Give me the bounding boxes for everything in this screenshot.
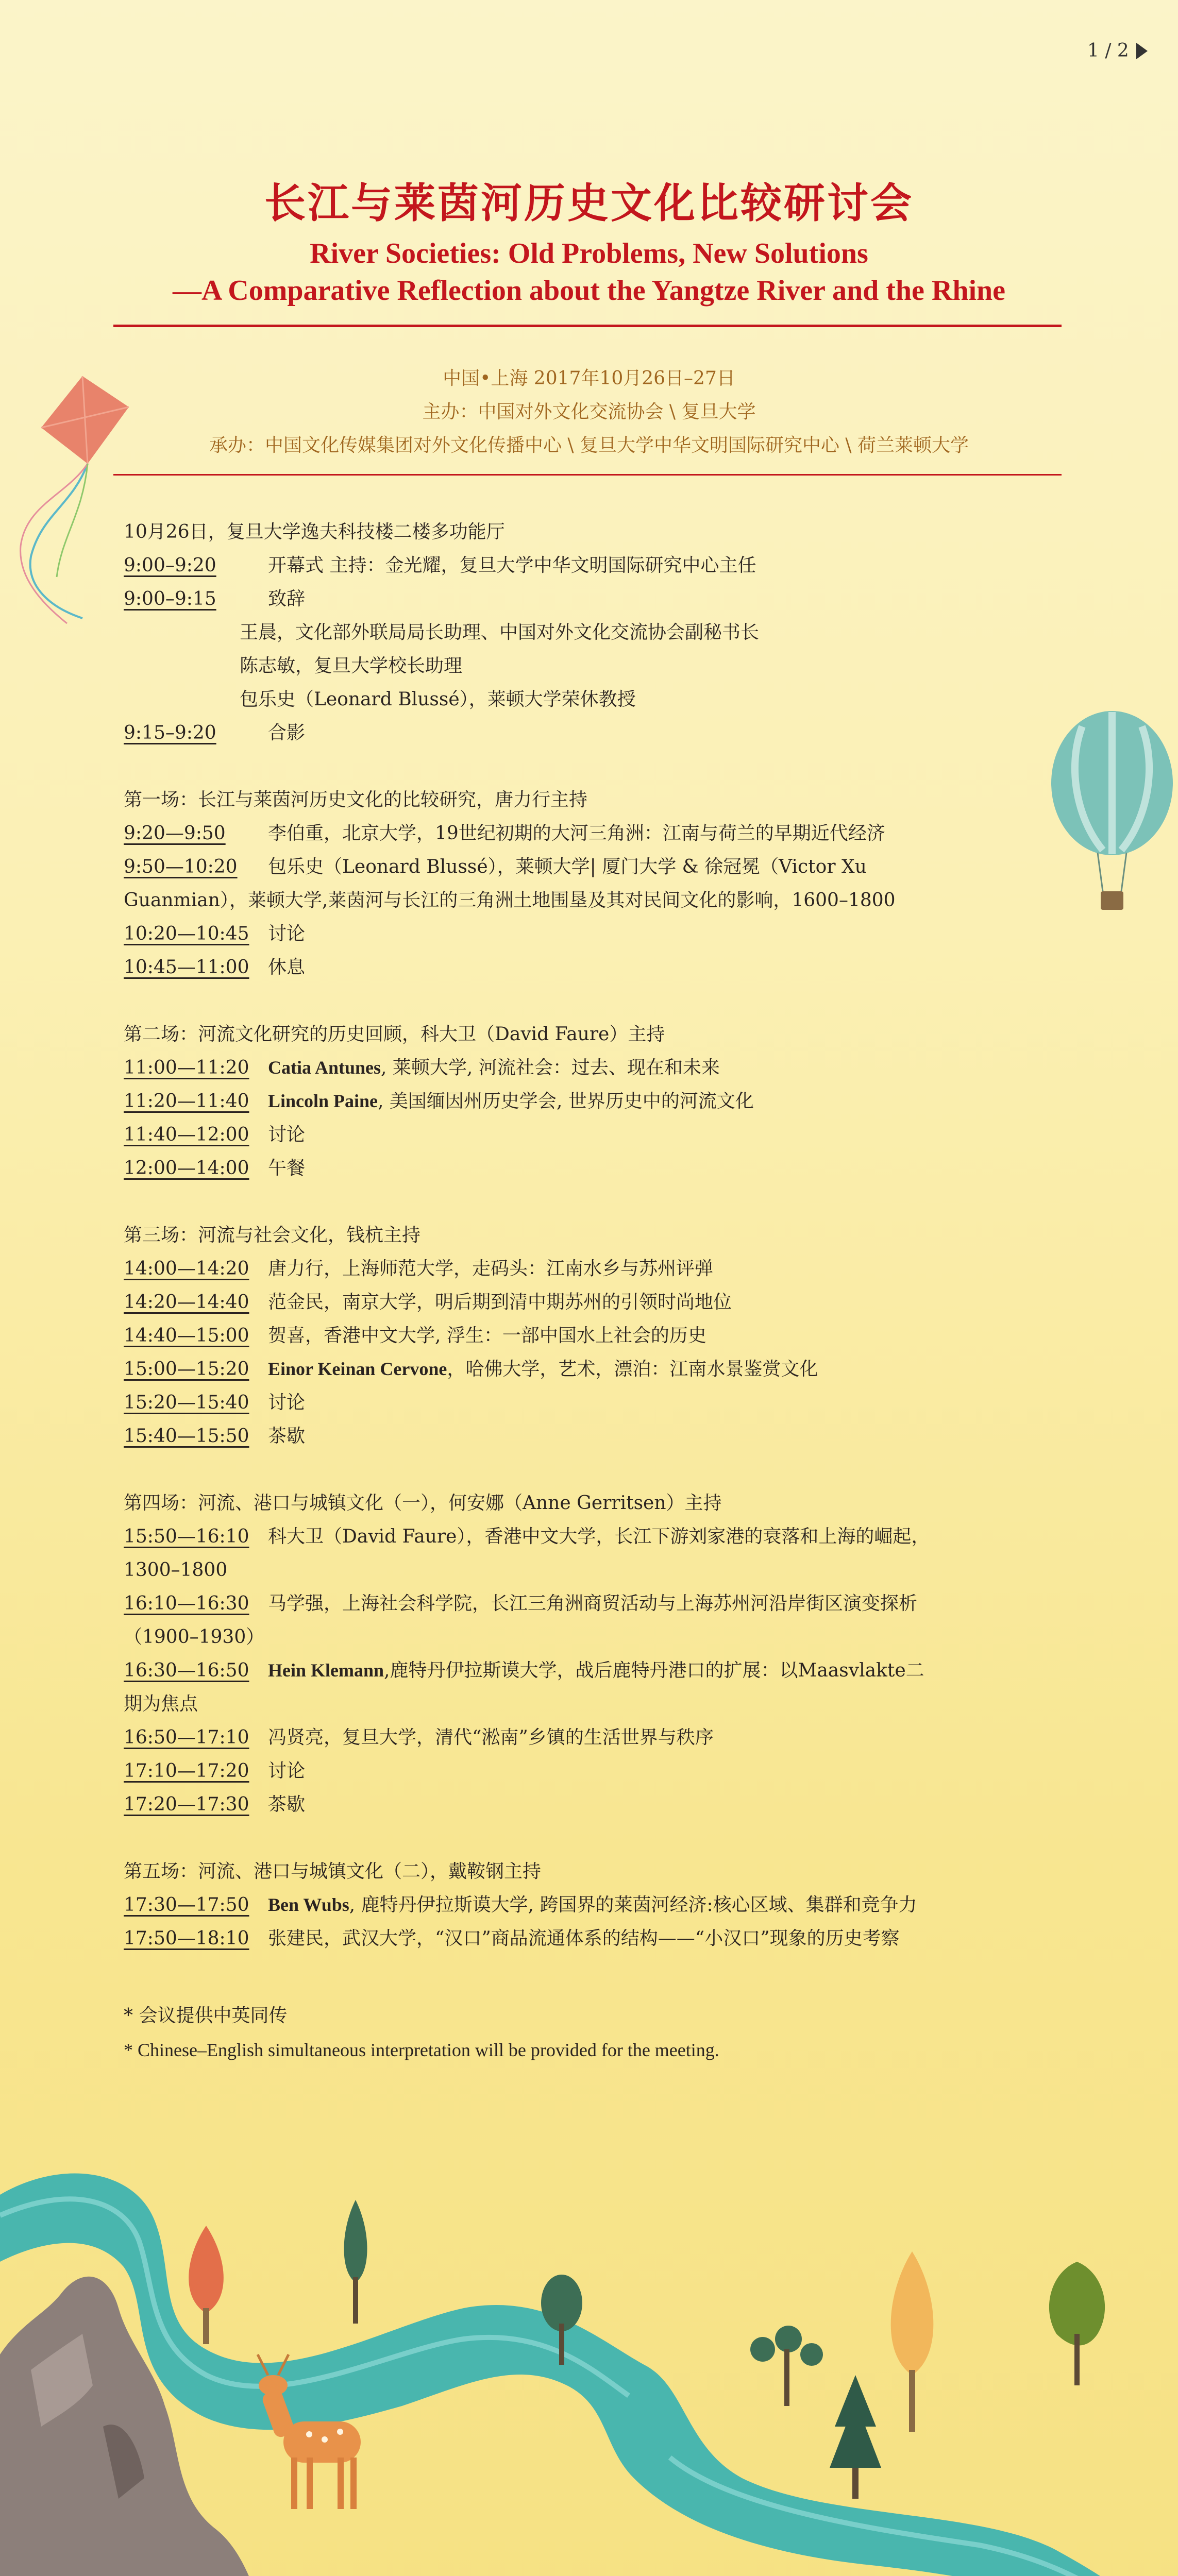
session-description: 休息 bbox=[268, 957, 306, 978]
session-description: 马学强，上海社会科学院，长江三角洲商贸活动与上海苏州河沿岸街区演变探析 bbox=[268, 1593, 918, 1614]
schedule-row bbox=[124, 582, 1051, 616]
next-page-icon[interactable] bbox=[1136, 43, 1148, 59]
session-title: 第三场：河流与社会文化，钱杭主持 bbox=[124, 1225, 421, 1246]
opening-venue: 10月26日，复旦大学逸夫科技楼二楼多功能厅 bbox=[124, 521, 505, 543]
time-slot: 9:00–9:20 bbox=[124, 555, 216, 576]
speaker-line: 王晨，文化部外联局局长助理、中国对外文化交流协会副秘书长 bbox=[240, 622, 760, 643]
page-title: 长江与莱茵河历史文化比较研讨会 bbox=[264, 179, 914, 227]
schedule-row bbox=[124, 917, 1051, 951]
time-slot: 17:20—17:30 bbox=[124, 1794, 249, 1815]
location-date: 中国•上海 2017年10月26日–27日 bbox=[443, 368, 735, 389]
time-slot: 14:40—15:00 bbox=[124, 1325, 249, 1346]
schedule-row bbox=[124, 1587, 1051, 1620]
session-title: 第二场：河流文化研究的历史回顾，科大卫（David Faure）主持 bbox=[124, 1024, 665, 1045]
time-slot: 9:15–9:20 bbox=[124, 722, 216, 743]
session-description: ，哈佛大学，艺术，漂泊：江南水景鉴赏文化 bbox=[447, 1359, 818, 1380]
page-indicator[interactable] bbox=[1087, 40, 1148, 61]
schedule-row bbox=[124, 1419, 1051, 1453]
time-slot: 11:20—11:40 bbox=[124, 1091, 249, 1112]
session-description-continued: 1300–1800 bbox=[124, 1560, 228, 1581]
time-slot: 17:30—17:50 bbox=[124, 1894, 249, 1916]
time-slot: 11:00—11:20 bbox=[124, 1057, 249, 1078]
page-number: 1 / 2 bbox=[1087, 40, 1129, 61]
session-description: 讨论 bbox=[268, 1124, 306, 1145]
session-description: 合影 bbox=[268, 722, 306, 743]
speaker-name: Lincoln Paine bbox=[268, 1091, 378, 1111]
session-description: 茶歇 bbox=[268, 1426, 306, 1447]
session-title: 第一场：长江与莱茵河历史文化的比较研究，唐力行主持 bbox=[124, 789, 588, 810]
speaker-name: Hein Klemann bbox=[268, 1660, 384, 1681]
time-slot: 14:20—14:40 bbox=[124, 1292, 249, 1313]
schedule-row bbox=[124, 1118, 1051, 1151]
schedule-row bbox=[124, 1520, 1051, 1553]
speaker-name: Ben Wubs bbox=[268, 1894, 349, 1915]
time-slot: 14:00—14:20 bbox=[124, 1258, 249, 1279]
river-landscape-illustration bbox=[0, 2138, 1178, 2576]
schedule-row bbox=[124, 951, 1051, 984]
time-slot: 16:10—16:30 bbox=[124, 1593, 249, 1614]
schedule-row bbox=[124, 1051, 1051, 1084]
schedule-row bbox=[124, 1654, 1051, 1687]
time-slot: 9:50—10:20 bbox=[124, 856, 238, 877]
schedule-row bbox=[124, 1386, 1051, 1419]
schedule-row bbox=[124, 1151, 1051, 1185]
speaker-name: Einor Keinan Cervone bbox=[268, 1359, 447, 1379]
session-description: 讨论 bbox=[268, 1760, 306, 1782]
organizer-line: 承办：中国文化传媒集团对外文化传播中心 \ 复旦大学中华文明国际研究中心 \ 荷兰莱顿大学 bbox=[209, 435, 969, 456]
schedule-row bbox=[124, 1285, 1051, 1319]
schedule-row bbox=[124, 1721, 1051, 1754]
speaker-name: Catia Antunes bbox=[268, 1057, 381, 1078]
time-slot: 15:40—15:50 bbox=[124, 1426, 249, 1447]
speaker-line: 陈志敏，复旦大学校长助理 bbox=[240, 655, 463, 676]
session-description: , 莱顿大学, 河流社会：过去、现在和未来 bbox=[381, 1057, 720, 1078]
session-description: 唐力行，上海师范大学，走码头：江南水乡与苏州评弹 bbox=[268, 1258, 714, 1279]
session-description: 茶歇 bbox=[268, 1794, 306, 1815]
session-description: 冯贤亮，复旦大学，清代“淞南”乡镇的生活世界与秩序 bbox=[268, 1727, 714, 1748]
time-slot: 11:40—12:00 bbox=[124, 1124, 249, 1145]
schedule-row bbox=[124, 1252, 1051, 1285]
time-slot: 9:20—9:50 bbox=[124, 823, 226, 844]
time-slot: 16:50—17:10 bbox=[124, 1727, 249, 1748]
speaker-line: 包乐史（Leonard Blussé），莱顿大学荣休教授 bbox=[240, 689, 636, 710]
session-title: 第四场：河流、港口与城镇文化（一），何安娜（Anne Gerritsen）主持 bbox=[124, 1493, 722, 1514]
session-description: 讨论 bbox=[268, 923, 306, 944]
session-description: 致辞 bbox=[268, 588, 306, 609]
time-slot: 17:50—18:10 bbox=[124, 1928, 249, 1949]
session-description: 午餐 bbox=[268, 1158, 306, 1179]
session-description: 开幕式 主持：金光耀，复旦大学中华文明国际研究中心主任 bbox=[268, 555, 756, 576]
rock-mountain-illustration bbox=[0, 2277, 268, 2576]
page-subtitle-line2: —A Comparative Reflection about the Yangtze River and the Rhine bbox=[172, 275, 1006, 307]
time-slot: 15:50—16:10 bbox=[124, 1526, 249, 1547]
meta-divider bbox=[113, 474, 1062, 476]
time-slot: 10:45—11:00 bbox=[124, 957, 249, 978]
session-description: 张建民，武汉大学，“汉口”商品流通体系的结构——“小汉口”现象的历史考察 bbox=[268, 1928, 900, 1949]
session-description: 讨论 bbox=[268, 1392, 306, 1413]
time-slot: 9:00–9:15 bbox=[124, 588, 216, 609]
session-description: 贺喜，香港中文大学, 浮生：一部中国水上社会的历史 bbox=[268, 1325, 706, 1346]
schedule-row bbox=[124, 1319, 1051, 1352]
note-en: * Chinese–English simultaneous interpretation will be provided for the meeting. bbox=[124, 2040, 719, 2060]
session-description: 科大卫（David Faure），香港中文大学，长江下游刘家港的衰落和上海的崛起， bbox=[268, 1526, 930, 1547]
time-slot: 16:30—16:50 bbox=[124, 1660, 249, 1681]
schedule-row bbox=[124, 1922, 1051, 1955]
session-title: 第五场：河流、港口与城镇文化（二），戴鞍钢主持 bbox=[124, 1861, 542, 1882]
schedule-row bbox=[124, 850, 1051, 884]
session-description: , 鹿特丹伊拉斯谟大学, 跨国界的莱茵河经济:核心区域、集群和竞争力 bbox=[349, 1894, 917, 1916]
session-description-continued: 期为焦点 bbox=[124, 1693, 198, 1715]
time-slot: 10:20—10:45 bbox=[124, 923, 249, 944]
schedule bbox=[124, 515, 1051, 1955]
time-slot: 12:00—14:00 bbox=[124, 1158, 249, 1179]
session-description: , 美国缅因州历史学会, 世界历史中的河流文化 bbox=[378, 1091, 754, 1112]
schedule-row bbox=[124, 817, 1051, 850]
note-zh: * 会议提供中英同传 bbox=[124, 2005, 288, 2026]
session-description: 范金民，南京大学，明后期到清中期苏州的引领时尚地位 bbox=[268, 1292, 732, 1313]
time-slot: 17:10—17:20 bbox=[124, 1760, 249, 1782]
schedule-row bbox=[124, 1788, 1051, 1821]
hot-air-balloon-illustration bbox=[1046, 706, 1178, 922]
schedule-row bbox=[124, 1888, 1051, 1922]
session-description-continued: （1900–1930） bbox=[124, 1626, 265, 1648]
session-description: 包乐史（Leonard Blussé），莱顿大学| 厦门大学 & 徐冠冕（Victor Xu bbox=[268, 856, 867, 877]
session-description-continued: Guanmian），莱顿大学,莱茵河与长江的三角洲土地围垦及其对民间文化的影响，1600–1800 bbox=[124, 890, 896, 911]
schedule-row bbox=[124, 716, 1051, 750]
title-divider bbox=[113, 325, 1062, 327]
time-slot: 15:00—15:20 bbox=[124, 1359, 249, 1380]
time-slot: 15:20—15:40 bbox=[124, 1392, 249, 1413]
footnotes bbox=[124, 1999, 719, 2067]
session-description: 李伯重，北京大学，19世纪初期的大河三角洲：江南与荷兰的早期近代经济 bbox=[268, 823, 885, 844]
schedule-row bbox=[124, 549, 1051, 582]
host-line: 主办：中国对外文化交流协会 \ 复旦大学 bbox=[422, 401, 756, 422]
schedule-row bbox=[124, 1754, 1051, 1788]
schedule-row bbox=[124, 1084, 1051, 1118]
session-description: ,鹿特丹伊拉斯谟大学，战后鹿特丹港口的扩展：以Maasvlakte二 bbox=[384, 1660, 924, 1681]
page-subtitle-line1: River Societies: Old Problems, New Solutions bbox=[310, 238, 868, 269]
schedule-row bbox=[124, 1352, 1051, 1386]
